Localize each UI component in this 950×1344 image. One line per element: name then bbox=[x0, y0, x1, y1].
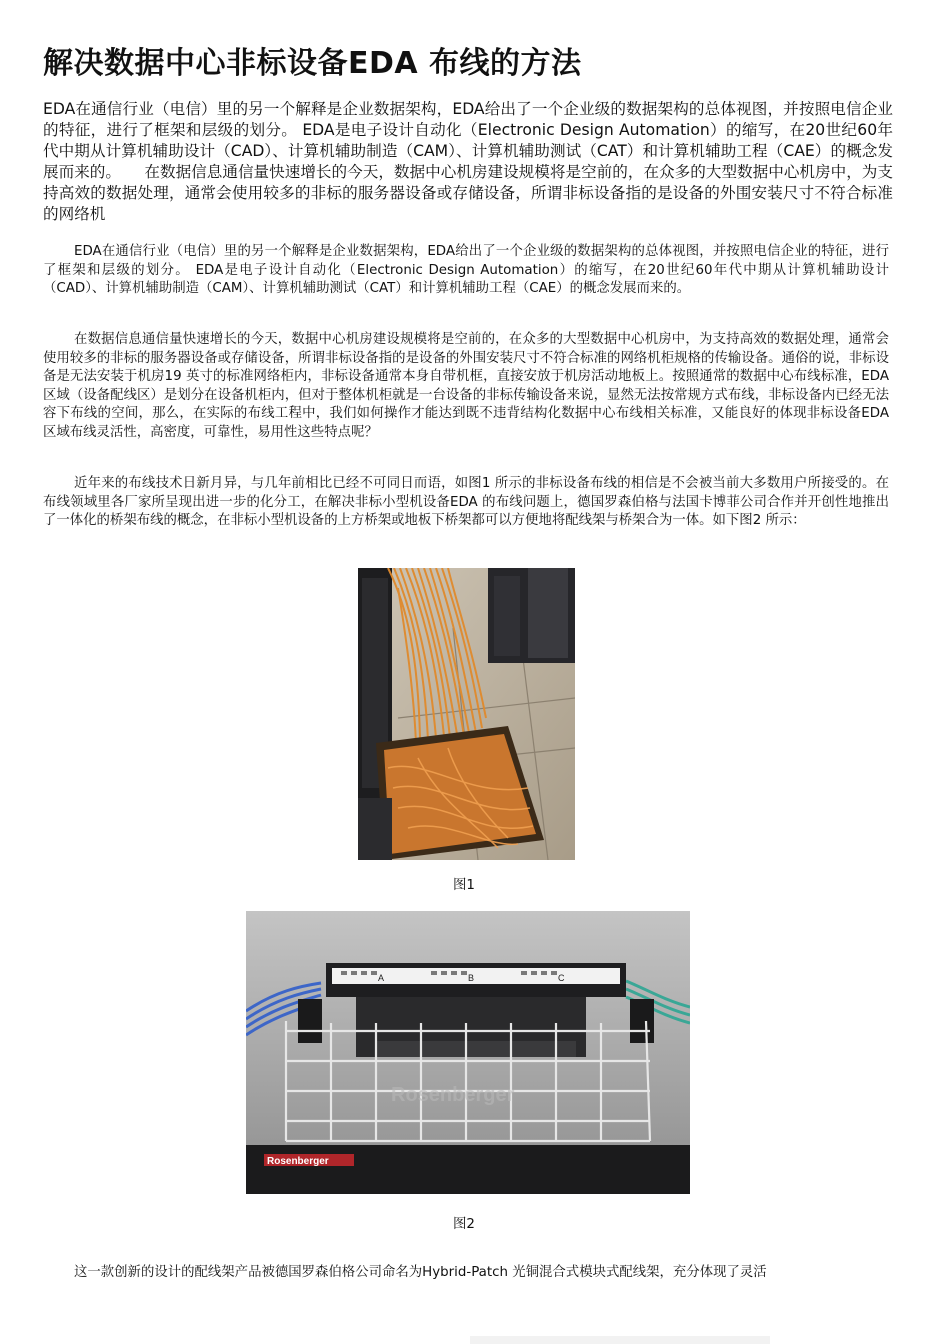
figure-1-caption: 图1 bbox=[453, 878, 475, 893]
panel-letter-c: C bbox=[558, 973, 565, 983]
panel-letter-b: B bbox=[468, 973, 475, 983]
page-title: 解决数据中心非标设备EDA 布线的方法 bbox=[43, 46, 582, 81]
figure-2-caption: 图2 bbox=[453, 1217, 475, 1232]
figure-2-photo bbox=[246, 911, 690, 1194]
body-paragraph-3: 近年来的布线技术日新月异，与几年前相比已经不可同日而语，如图1 所示的非标设备布线的相信是不会被当前大多数用户所接受的。在布线领域里各厂家所呈现出进一步的化分工，在解决非标小型机设备EDA 的布线问题上，德国罗森伯格与法国卡博菲公司合作并开创性地推出了一体化的桥架布线的概念，在非标小型机设备的上方桥架或地板下桥架都可以方便地将配线架与桥架合为一体。如下图2 所示： bbox=[43, 476, 889, 529]
page-bottom-fade bbox=[470, 1336, 770, 1344]
figure-1-photo bbox=[358, 568, 575, 860]
figure-1-illustration bbox=[358, 568, 575, 860]
tray-brand-watermark: Rosenberger bbox=[391, 1084, 515, 1106]
closing-paragraph: 这一款创新的设计的配线架产品被德国罗森伯格公司命名为Hybrid-Patch 光铜混合式模块式配线架，充分体现了灵活 bbox=[74, 1265, 767, 1280]
panel-letter-a: A bbox=[378, 973, 385, 983]
figure-2-illustration bbox=[246, 911, 690, 1194]
base-brand-label: Rosenberger bbox=[267, 1156, 329, 1167]
body-paragraph-1: EDA在通信行业（电信）里的另一个解释是企业数据架构，EDA给出了一个企业级的数据架构的总体视图，并按照电信企业的特征，进行了框架和层级的划分。 EDA是电子设计自动化（Electronic Design Automation）的缩写，在20世纪60年代中期从计算机辅助设计（CAD）、计算机辅助制造（CAM）、计算机辅助测试（CAT）和计算机辅助工程（CAE）的概念发展而来的。 bbox=[43, 244, 889, 297]
body-paragraph-2: 在数据信息通信量快速增长的今天，数据中心机房建设规模将是空前的，在众多的大型数据中心机房中，为支持高效的数据处理，通常会使用较多的非标的服务器设备或存储设备，所谓非标设备指的是设备的外围安装尺寸不符合标准的网络机柜规格的传输设备。通俗的说，非标设备是无法安装于机房19 英寸的标准网络柜内，非标设备通常本身自带机框，直接安放于机房活动地板上。按照通常的数据中心布线标准，EDA 区域（设备配线区）是划分在设备机柜内，但对于整体机柜就是一台设备的非标传输设备来说，显然无法按常规方式布线，非标设备内已经无法容下布线的空间，那么，在实际的布线工程中，我们如何操作才能达到既不违背结构化数据中心布线相关标准，又能良好的体现非标设备EDA 区域布线灵活性，高密度，可靠性，易用性这些特点呢？ bbox=[43, 332, 889, 440]
intro-paragraph: EDA在通信行业（电信）里的另一个解释是企业数据架构，EDA给出了一个企业级的数据架构的总体视图，并按照电信企业的特征，进行了框架和层级的划分。 EDA是电子设计自动化（Electronic Design Automation）的缩写，在20世纪60年代中期从计算机辅助设计（CAD）、计算机辅助制造（CAM）、计算机辅助测试（CAT）和计算机辅助工程（CAE）的概念发展而来的。 在数据信息通信量快速增长的今天，数据中心机房建设规模将是空前的，在众多的大型数据中心机房中，为支持高效的数据处理，通常会使用较多的非标的服务器设备或存储设备，所谓非标设备指的是设备的外围安装尺寸不符合标准的网络机 bbox=[43, 100, 893, 223]
